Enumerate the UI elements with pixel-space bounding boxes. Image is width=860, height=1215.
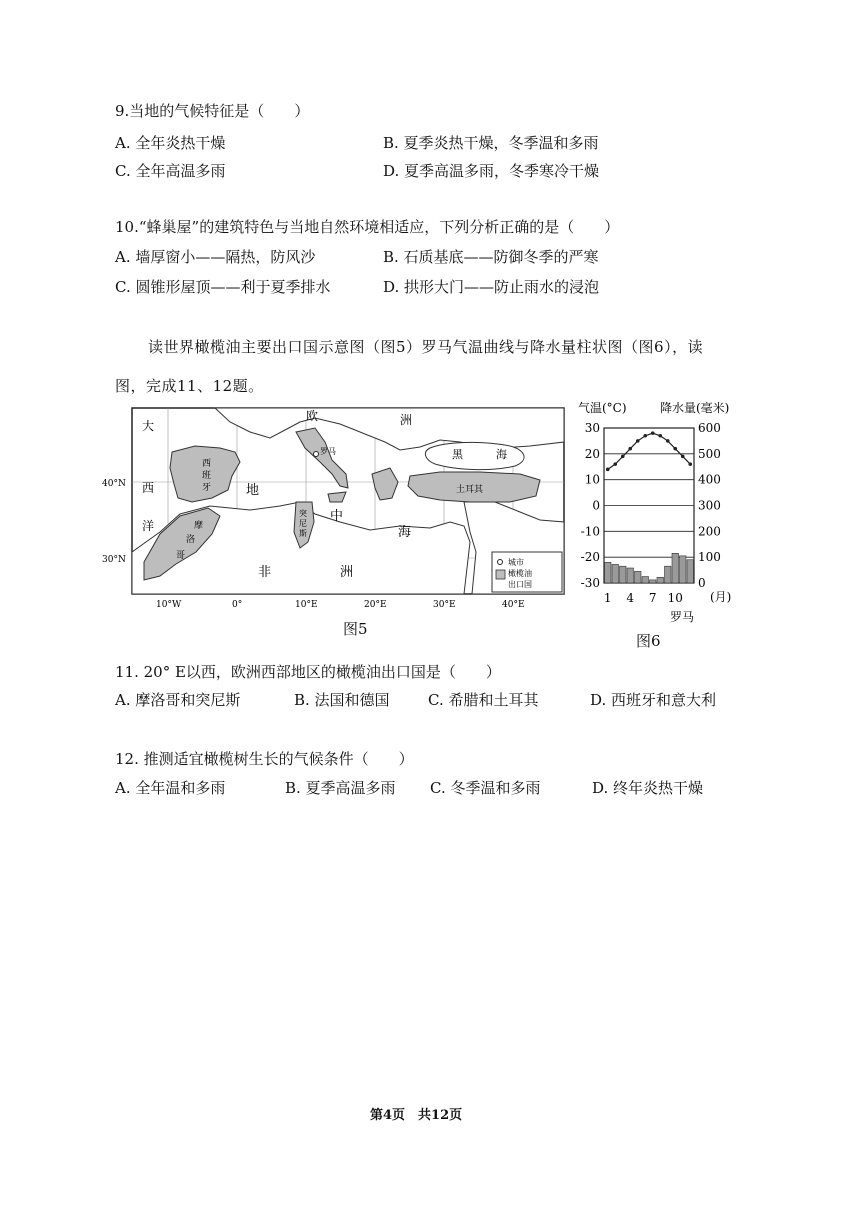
map-label-ocean-2: 西 [142,481,155,495]
temperature-point [658,434,662,438]
page-footer: 第4页 共12页 [370,1108,463,1123]
temperature-point [681,455,685,459]
precip-bar [650,580,657,583]
map-caption: 图5 [343,620,368,638]
temperature-point [628,447,632,451]
q11-option-b: B. 法国和德国 [294,691,390,709]
lon-label-10e: 10°E [295,600,318,610]
q9-stem: 9.当地的气候特征是（ ） [115,102,310,120]
q11-option-d: D. 西班牙和意大利 [590,691,717,709]
temperature-point [666,439,670,443]
map-label-spain-3: 牙 [202,483,212,493]
temp-tick-label: 10 [584,472,600,487]
temp-tick-label: 30 [584,421,600,435]
temp-tick-label: 20 [584,446,600,461]
precip-tick-label: 100 [698,550,721,565]
map-label-med-3: 海 [398,525,412,540]
map-label-europe-1: 欧 [306,409,319,423]
temp-tick-label: -30 [580,576,600,590]
chart-caption: 图6 [636,632,661,650]
q12-stem: 12. 推测适宜橄榄树生长的气候条件（ ） [115,750,414,768]
map-label-morocco-2: 洛 [186,535,196,545]
q9-option-d: D. 夏季高温多雨，冬季寒冷干燥 [383,162,600,180]
lon-label-30e: 30°E [433,600,456,610]
month-tick-label: 1 [603,591,612,605]
temp-tick-label: 0 [592,498,600,513]
precip-tick-label: 400 [698,472,721,487]
temp-tick-label: -10 [580,524,600,539]
map-figure [100,402,570,617]
map-label-africa-2: 洲 [340,565,354,580]
temperature-line [608,433,691,469]
climate-chart-svg [570,394,745,656]
precip-bar [605,562,612,583]
q12-option-c: C. 冬季温和多雨 [430,779,541,797]
month-tick-label: 7 [648,591,657,605]
q10-option-d: D. 拱形大门——防止雨水的浸泡 [383,278,600,296]
map-label-spain-2: 班 [202,471,212,481]
map-label-turkey: 土耳其 [456,485,484,495]
q11-stem: 11. 20° E以西，欧洲西部地区的橄榄油出口国是（ ） [115,663,501,681]
map-label-tunisia-2: 尼 [299,519,307,528]
precip-tick-label: 200 [698,524,721,539]
temperature-point [613,462,617,466]
temperature-point [673,447,677,451]
map-label-tunisia-1: 突 [299,509,307,518]
lat-label-40n: 40°N [102,479,126,489]
legend-exporter-swatch [496,570,505,579]
precip-tick-label: 0 [698,576,706,590]
precip-tick-label: 300 [698,498,721,513]
precip-bar [680,556,687,583]
precip-bar [657,577,664,583]
map-label-spain-1: 西 [202,459,212,469]
precip-bar [612,564,619,583]
temperature-point [636,439,640,443]
q10-option-b: B. 石质基底——防御冬季的严寒 [383,248,599,266]
month-tick-label: 10 [667,591,683,605]
map-label-black-sea-1: 黑 [452,448,463,461]
lon-label-0: 0° [232,600,243,610]
q12-option-a: A. 全年温和多雨 [115,779,226,797]
x-unit-label: (月) [710,590,732,604]
temperature-point [688,462,692,466]
q9-option-a: A. 全年炎热干燥 [115,134,226,152]
q10-option-a: A. 墙厚窗小——隔热，防风沙 [115,248,316,266]
right-axis-title: 降水量(毫米) [660,401,730,415]
map-label-europe-2: 洲 [400,413,413,427]
precip-bar [627,568,634,583]
q10-stem: 10.“蜂巢屋”的建筑特色与当地自然环境相适应，下列分析正确的是（ ） [115,218,620,236]
precip-bar [665,566,672,583]
map-label-med-1: 地 [246,483,260,498]
q10-option-c: C. 圆锥形屋顶——利于夏季排水 [115,278,331,296]
map-label-black-sea-2: 海 [496,448,507,461]
precip-bar [672,553,679,583]
temperature-point [621,455,625,459]
black-sea [425,442,524,469]
lon-label-40e: 40°E [502,600,525,610]
climate-chart [570,394,745,656]
lon-label-10w: 10°W [156,600,182,610]
legend-city-label: 城市 [508,558,524,567]
precip-bar [687,560,694,583]
chart-place-label: 罗马 [670,610,695,624]
intro-line-1: 读世界橄榄油主要出口国示意图（图5）罗马气温曲线与降水量柱状图（图6），读 [148,338,704,356]
q12-option-b: B. 夏季高温多雨 [285,779,396,797]
precip-bar [642,577,649,583]
legend-city-icon [498,560,503,565]
precip-bar [620,566,627,583]
map-label-tunisia-3: 斯 [299,529,307,538]
q11-option-c: C. 希腊和土耳其 [428,691,539,709]
temperature-point [606,468,610,472]
map-label-ocean-3: 洋 [142,519,155,533]
q11-option-a: A. 摩洛哥和突尼斯 [115,691,241,709]
map-label-med-2: 中 [330,509,344,524]
lat-label-30n: 30°N [102,555,126,565]
q9-option-b: B. 夏季炎热干燥，冬季温和多雨 [383,134,599,152]
temperature-point [651,431,655,435]
month-tick-label: 4 [626,591,635,605]
map-label-morocco-3: 哥 [176,551,186,561]
temperature-point [643,434,647,438]
intro-line-2: 图，完成11、12题。 [115,377,264,395]
map-label-ocean-1: 大 [142,419,155,433]
precip-tick-label: 500 [698,446,721,461]
map-label-morocco-1: 摩 [194,521,204,531]
temp-tick-label: -20 [580,550,600,565]
left-axis-title: 气温(°C) [578,401,627,415]
precip-tick-label: 600 [698,421,721,435]
rome-city-marker [314,452,319,457]
map-svg [100,402,570,617]
q9-option-c: C. 全年高温多雨 [115,162,226,180]
legend-exporter-label-1: 橄榄油 [508,569,532,578]
precip-bar [635,571,642,583]
lon-label-20e: 20°E [364,600,387,610]
map-label-rome: 罗马 [320,447,336,456]
map-label-africa-1: 非 [258,565,272,580]
legend-exporter-label-2: 出口国 [508,580,532,589]
q12-option-d: D. 终年炎热干燥 [592,779,704,797]
